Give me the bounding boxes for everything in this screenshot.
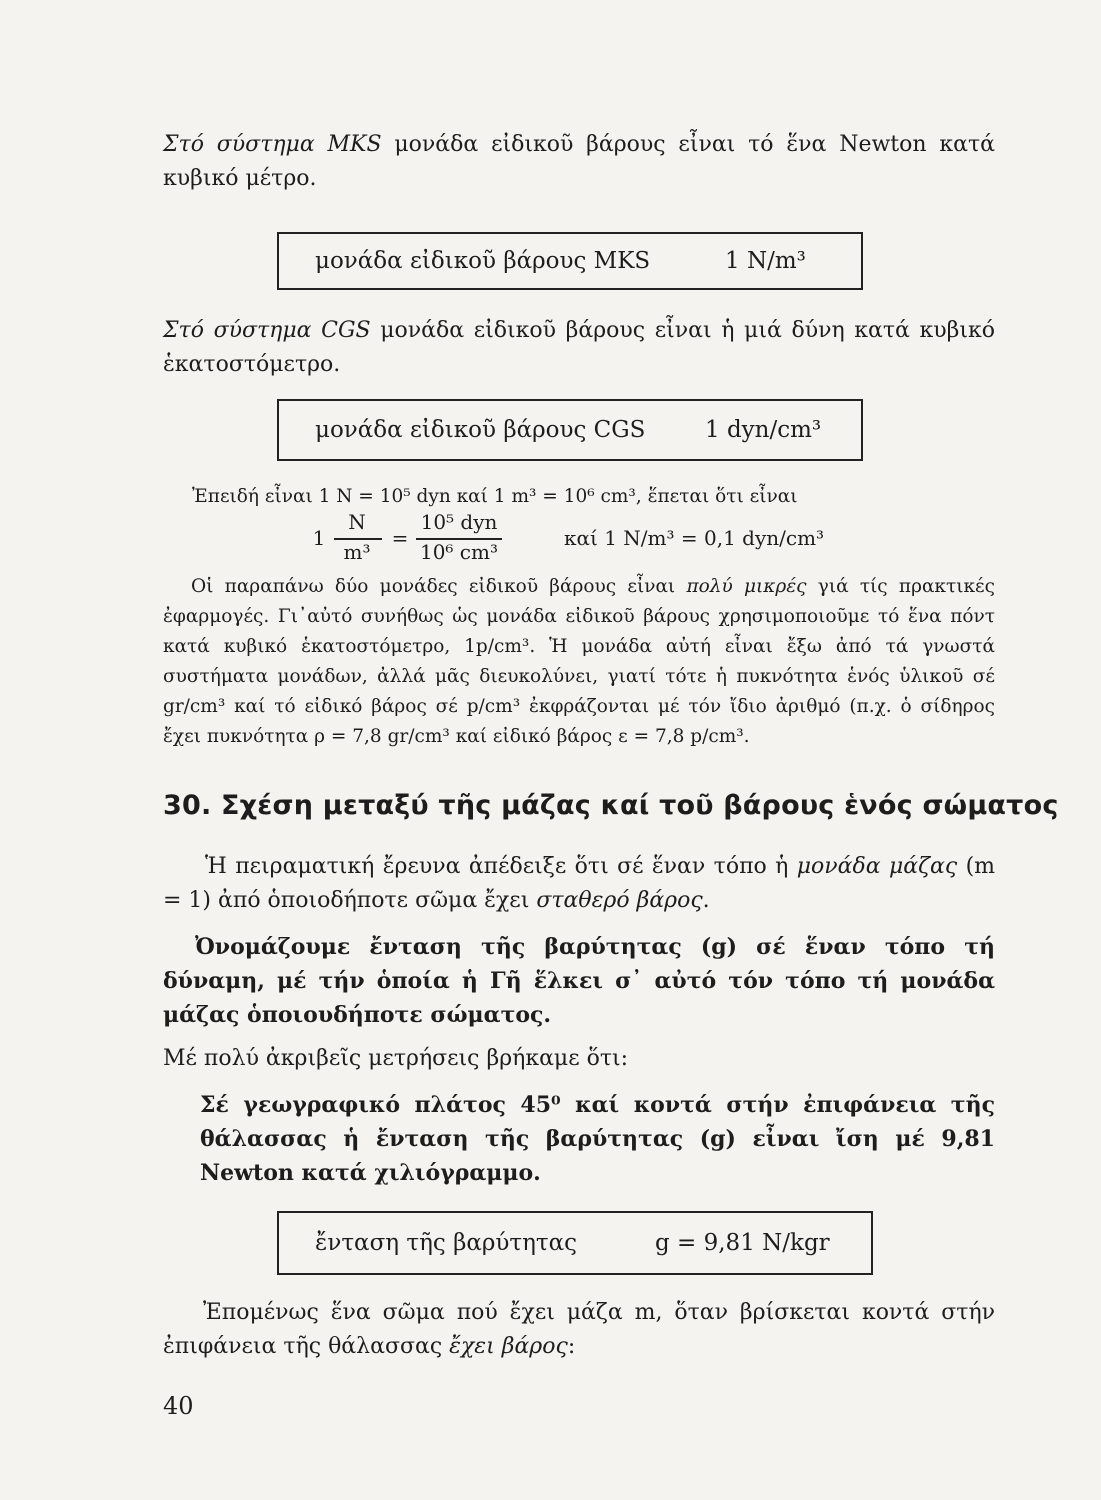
measurement-intro: Μέ πολύ ἀκριβεῖς μετρήσεις βρήκαμε ὅτι: (163, 1046, 629, 1071)
mks-box-label: μονάδα εἰδικοῦ βάρους MKS (315, 248, 651, 274)
mks-text: μονάδα εἰδικοῦ βάρους εἶναι τό ἕνα Newton κατά κυβικό μέτρο. (163, 132, 996, 191)
paragraph-mks-definition (163, 128, 995, 196)
weight-emphasis: ἔχει βάρος (449, 1334, 568, 1359)
formula-num-n: N (348, 510, 366, 534)
formula-den-m3: m³ (343, 540, 371, 564)
weight-text-a: Ἐπομένως ἕνα σῶμα πού ἔχει μάζα m, ὅταν βρίσκεται κοντά στήν ἐπιφάνεια τῆς θάλασσας (163, 1300, 995, 1359)
cgs-unit-box (277, 399, 863, 461)
formula-equals: = (391, 526, 409, 550)
formula-one: 1 (312, 526, 326, 550)
experiment-emphasis-1: μονάδα μάζας (796, 854, 958, 879)
experiment-text-b: (m = 1) ἀπό ὁποιοδήποτε σῶμα ἔχει (163, 854, 996, 913)
experiment-emphasis-2: σταθερό βάρος (536, 888, 703, 913)
practical-emphasis: πολύ μικρές (686, 576, 807, 597)
cgs-box-value: 1 dyn/cm³ (705, 417, 822, 443)
formula-den-cm3: 10⁶ cm³ (419, 540, 498, 564)
conversion-sentence: Ἐπειδή εἶναι 1 N = 10⁵ dyn καί 1 m³ = 10⁶ cm³, ἕπεται ὅτι εἶναι (192, 486, 798, 507)
gravity-value-statement: Σέ γεωγραφικό πλάτος 45⁰ καί κοντά στήν ἐπιφάνεια τῆς θάλασσας ἡ ἔνταση τῆς βαρύτητας (g) εἶναι ἴση μέ 9,81 Newton κατά χιλιόγραμμο. (200, 1092, 995, 1186)
cgs-lead: Στό σύστημα CGS (163, 318, 371, 343)
weight-text-b: : (567, 1334, 576, 1359)
paragraph-experiment (163, 850, 995, 918)
experiment-text-c: . (702, 888, 710, 913)
paragraph-practical-unit (163, 572, 995, 752)
section-heading: 30. Σχέση μεταξύ τῆς μάζας καί τοῦ βάρους ἑνός σώματος (163, 790, 1059, 821)
paragraph-cgs-definition (163, 314, 995, 382)
practical-text-a: Οἱ παραπάνω δύο μονάδες εἰδικοῦ βάρους εἶναι (191, 576, 687, 597)
gravity-box (277, 1211, 873, 1275)
page-number: 40 (163, 1392, 194, 1420)
experiment-text-a: Ἡ πειραματική ἔρευνα ἀπέδειξε ὅτι σέ ἕναν τόπο ἡ (205, 854, 797, 879)
gravity-box-label: ἔνταση τῆς βαρύτητας (315, 1230, 578, 1256)
mks-lead: Στό σύστημα MKS (163, 132, 382, 157)
gravity-box-value: g = 9,81 N/kgr (655, 1230, 830, 1256)
cgs-box-label: μονάδα εἰδικοῦ βάρους CGS (315, 417, 646, 443)
formula-result: καί 1 N/m³ = 0,1 dyn/cm³ (564, 526, 825, 550)
practical-text-b: γιά τίς πρακτικές ἐφαρμογές. Γι᾿αὐτό συνήθως ὡς μονάδα εἰδικοῦ βάρους χρησιμοποιοῦμε τό ἕνα πόντ κατά κυβικό ἑκατοστόμετρο, 1p/cm³. Ἡ μονάδα αὐτή εἶναι ἔξω ἀπό τά γνωστά συστήματα μονάδων, ἀλλά μᾶς διευκολύνει, γιατί τότε ἡ πυκνότητα ἑνός ὑλικοῦ σέ gr/cm³ καί τό εἰδικό βάρος σέ p/cm³ ἐκφράζονται μέ τόν ἴδιο ἀριθμό (π.χ. ὁ σίδηρος ἔχει πυκνότητα ρ = 7,8 gr/cm³ καί εἰδικό βάρος ε = 7,8 p/cm³. (163, 576, 995, 747)
gravity-definition: Ὀνομάζουμε ἔνταση τῆς βαρύτητας (g) σέ ἕναν τόπο τή δύναμη, μέ τήν ὁποία ἡ Γῆ ἕλκει σ᾿ αὐτό τόν τόπο τή μονάδα μάζας ὁποιουδήποτε σώματος. (163, 934, 995, 1028)
mks-unit-box (277, 232, 863, 290)
conversion-formula (312, 510, 872, 566)
paragraph-weight (163, 1296, 995, 1364)
formula-num-dyn: 10⁵ dyn (420, 510, 498, 534)
mks-box-value: 1 N/m³ (725, 248, 806, 274)
cgs-text: μονάδα εἰδικοῦ βάρους εἶναι ἡ μιά δύνη κατά κυβικό ἑκατοστόμετρο. (163, 318, 995, 377)
